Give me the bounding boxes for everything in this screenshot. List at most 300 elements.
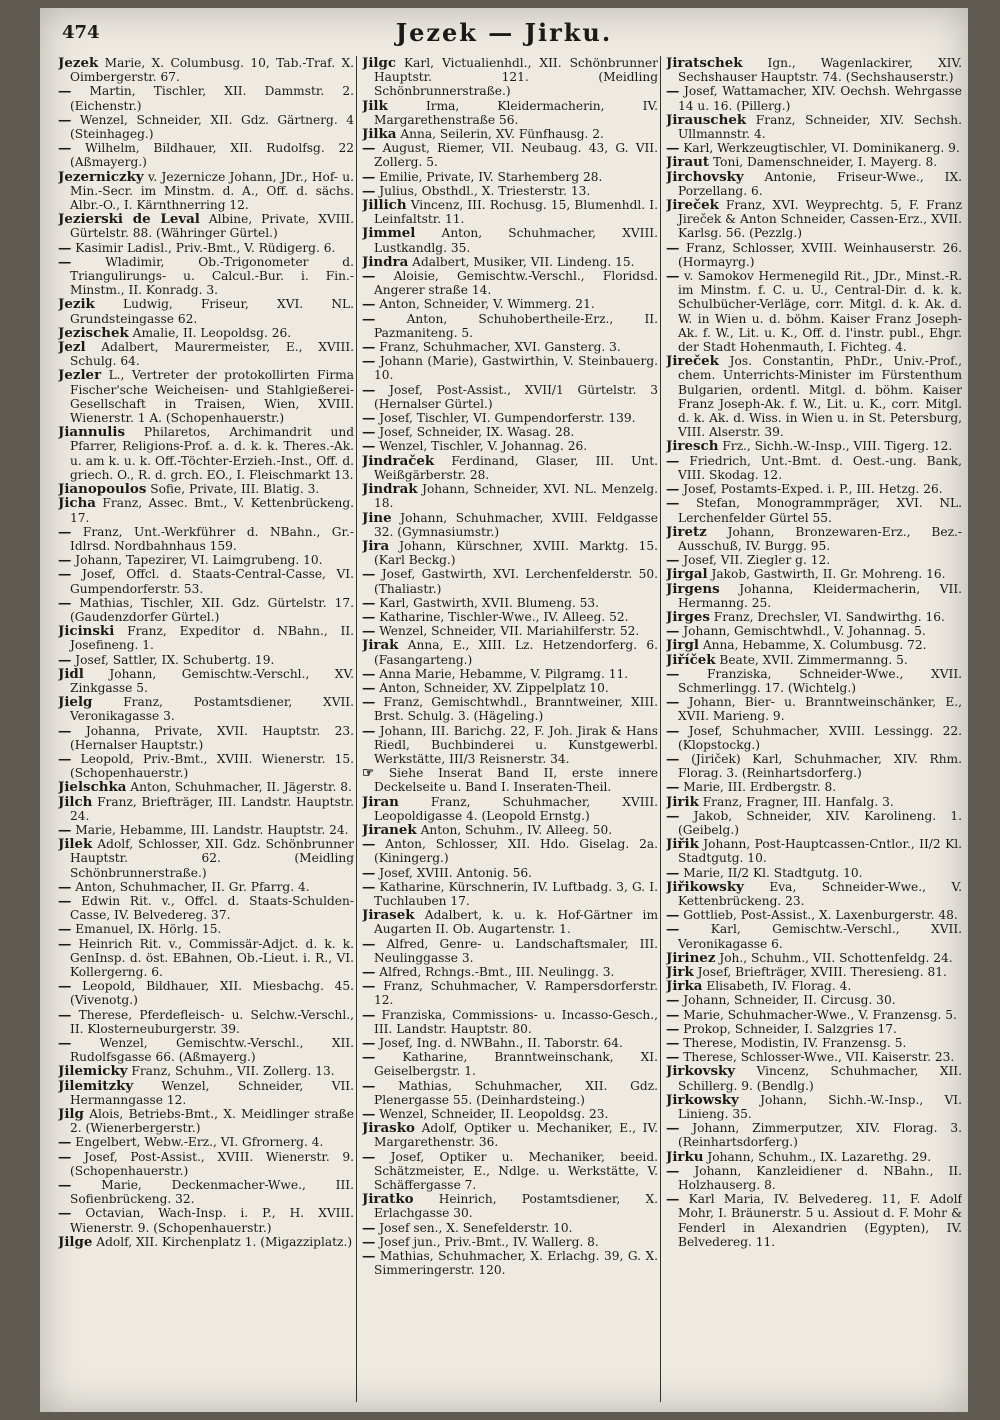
entry-text: Johann, Gemischtwhdl., V. Johannag. 5. (683, 624, 926, 639)
directory-entry (58, 1036, 354, 1064)
directory-entry (666, 84, 962, 112)
directory-entry (362, 624, 658, 638)
directory-entry (362, 866, 658, 880)
entry-text: Josef, Optiker u. Mechaniker, beeid. Schätzmeister, E., Ndlge. u. Werkstätte, V. Schäffergasse 7. (374, 1149, 658, 1193)
entry-name: Jiranek (362, 821, 417, 838)
entry-name: — (362, 438, 376, 455)
entry-name: — (362, 722, 376, 739)
directory-entry (58, 653, 354, 667)
entry-text: Johann, Kanzleidiener d. NBahn., II. Holzhauserg. 8. (678, 1163, 962, 1193)
entry-name: — (362, 381, 376, 398)
directory-entry (362, 198, 658, 226)
entry-text: Josef, Gastwirth, XVI. Lerchenfelderstr. 50. (Thaliastr.) (374, 567, 658, 596)
entry-name: Jielg (58, 694, 93, 711)
directory-entry (666, 582, 962, 610)
directory-entry (362, 1192, 658, 1220)
entry-text: Johanna, Private, XVII. Hauptstr. 23. (Hernalser Hauptstr.) (70, 723, 354, 752)
entry-name: — (362, 1148, 376, 1165)
entry-text: Eva, Schneider-Wwe., V. Kettenbrückeng. 23. (678, 879, 962, 908)
entry-name: — (666, 452, 680, 469)
entry-text: Franz, Fragner, III. Hanfalg. 3. (702, 794, 894, 809)
directory-entry (362, 340, 658, 354)
entry-text: Octavian, Wach-Insp. i. P., H. XVIII. Wienerstr. 9. (Schopenhauerstr.) (70, 1206, 354, 1235)
directory-entry (362, 482, 658, 510)
entry-name: — (666, 665, 680, 682)
entry-text: Adalbert, Musiker, VII. Lindeng. 15. (412, 254, 635, 269)
entry-name: — (362, 1049, 376, 1066)
entry-name: Jiraut (666, 154, 710, 171)
entry-text: Emilie, Private, IV. Starhemberg 28. (379, 169, 603, 184)
directory-entry (666, 1192, 962, 1249)
entry-name: — (58, 722, 72, 739)
directory-entry (58, 752, 354, 780)
directory-entry (58, 1008, 354, 1036)
entry-name: Jezler (58, 367, 102, 384)
entry-name: — (666, 694, 680, 711)
entry-name: Jirchovsky (666, 168, 744, 185)
entry-text: Anna, Hebamme, X. Columbusg. 72. (702, 638, 927, 653)
entry-text: Mathias, Tischler, XII. Gdz. Gürtelstr. 17. (Gaudenzdorfer Gürtel.) (70, 595, 354, 624)
entry-name: Jiresch (666, 438, 719, 455)
entry-name: Jirinez (666, 949, 716, 966)
entry-text: Karl, Victualienhdl., XII. Schönbrunner Hauptstr. 121. (Meidling Schönbrunnerstraße.) (374, 56, 658, 99)
entry-text: (Jiriček) Karl, Schuhmacher, XIV. Rhm. Florag. 3. (Reinhartsdorferg.) (678, 751, 962, 781)
entry-text: v. Jezernicze Johann, JDr., Hof- u. Min.-Secr. im Minstm. d. A., Off. d. sächs. Albr.-O., I. Kärnthnerring 12. (70, 169, 354, 213)
page-header (62, 16, 946, 56)
entry-name: Jilemicky (58, 1063, 128, 1080)
entry-name: Jirk (666, 964, 694, 980)
entry-name: Jiratschek (666, 56, 743, 71)
entry-name: — (58, 523, 72, 540)
column-divider (660, 56, 661, 1402)
directory-entry (58, 368, 354, 425)
directory-entry (666, 141, 962, 155)
entry-text: Johann, Zimmerputzer, XIV. Florag. 3. (Reinhartsdorferg.) (678, 1121, 962, 1150)
directory-entry (666, 653, 962, 667)
directory-entry (362, 1221, 658, 1235)
entry-name: Jirku (666, 1148, 704, 1165)
entry-name: — (666, 992, 680, 1009)
directory-entry (58, 212, 354, 240)
entry-name: Jindraček (362, 452, 435, 469)
entry-name: — (666, 481, 680, 498)
entry-name: — (362, 694, 376, 711)
directory-entry (58, 724, 354, 752)
directory-entry (362, 312, 658, 340)
entry-name: — (362, 1035, 376, 1052)
entry-name: — (362, 353, 376, 370)
directory-entry (362, 383, 658, 411)
directory-entry (362, 269, 658, 297)
entry-name: Jiřik (666, 836, 699, 853)
entry-text: Beate, XVII. Zimmermanng. 5. (719, 652, 908, 667)
entry-text: Sofie, Private, III. Blatig. 3. (150, 482, 320, 497)
entry-text: Joh., Schuhm., VII. Schottenfeldg. 24. (719, 950, 953, 965)
entry-name: — (58, 878, 72, 895)
entry-name: Jiratko (362, 1191, 414, 1208)
entry-text: L., Vertreter der protokollirten Firma Fischer'sche Weicheisen- und Stahlgießerei-Gesellschaft in Traisen, Wien, XVIII. Wienerstr. 1 A. (Schopenhauerstr.) (70, 368, 354, 426)
directory-entry (362, 979, 658, 1007)
entry-text: Engelbert, Webw.-Erz., VI. Gfrornerg. 4. (75, 1135, 324, 1150)
entry-text: Anton, Schlosser, XII. Hdo. Giselag. 2a. (Kiningerg.) (374, 837, 658, 866)
entry-name: — (362, 1219, 376, 1236)
entry-name: Jezischek (58, 324, 129, 341)
entry-text: Anton, Schuhm., IV. Alleeg. 50. (420, 822, 613, 837)
entry-text: Anton, Schuhmacher, XVIII. Lustkandlg. 35. (374, 226, 658, 255)
entry-text: Franz, Schuhmacher, XVIII. Leopoldigasse 4. (Leopold Ernstg.) (374, 794, 658, 823)
entry-text: Johann, Bronzewaren-Erz., Bez.-Ausschuß, IV. Burgg. 95. (678, 524, 962, 553)
directory-entry (362, 610, 658, 624)
entry-name: Jilk (362, 97, 388, 114)
entry-text: Johann, Bier- u. Branntweinschänker, E., XVII. Marieng. 9. (678, 695, 962, 724)
entry-text: Johann, Post-Hauptcassen-Cntlor., II/2 Kl. Stadtgutg. 10. (678, 837, 962, 866)
directory-entry (666, 496, 962, 524)
directory-entry (58, 695, 354, 723)
entry-name: Jiannulis (58, 424, 126, 441)
entry-name: — (362, 665, 376, 682)
directory-entry (362, 1107, 658, 1121)
entry-text: Franz, Unt.-Werkführer d. NBahn., Gr.-Idlrsd. Nordbahnhaus 159. (70, 524, 354, 553)
entry-name: — (362, 1248, 376, 1265)
directory-entry (58, 624, 354, 652)
entry-text: Anna, Seilerin, XV. Fünfhausg. 2. (400, 127, 604, 142)
entry-name: Jilek (58, 836, 93, 853)
entry-text: Josef, Sattler, IX. Schubertg. 19. (75, 652, 275, 667)
entry-name: — (58, 594, 72, 611)
entry-name: — (362, 424, 376, 441)
directory-entry (362, 1079, 658, 1107)
entry-name: — (58, 978, 72, 995)
entry-text: Alois, Betriebs-Bmt., X. Meidlinger straße 2. (Wienerbergerstr.) (70, 1107, 354, 1136)
directory-entry (362, 1050, 658, 1078)
entry-text: Franz, Schneider, XIV. Sechsh. Ullmannstr. 4. (678, 112, 962, 142)
entry-text: Wenzel, Gemischtw.-Verschl., XII. Rudolfsgasse 66. (Aßmayerg.) (70, 1036, 354, 1065)
directory-entry (666, 780, 962, 794)
entry-name: — (666, 140, 680, 157)
entry-text: August, Riemer, VII. Neubaug. 43, G. VII. Zollerg. 5. (374, 141, 658, 170)
entry-name: — (666, 623, 680, 640)
entry-text: Alfred, Genre- u. Landschaftsmaler, III. Neulinggasse 3. (374, 936, 658, 965)
entry-text: Johann, Sichh.-W.-Insp., VI. Linieng. 35. (678, 1092, 962, 1122)
entry-name: — (666, 83, 680, 100)
directory-page (40, 8, 968, 1412)
directory-entry (58, 525, 354, 553)
entry-text: Jos. Constantin, PhDr., Univ.-Prof., chem. Unterrichts-Minister im Fürstenthum Bulgarien, ordentl. Mitgl. d. böhm. Kaiser Franz Joseph-Ak. f. W., Lit. u. K., corr. Mitgl. d. k. Ak. d. Wiss. in Wien u. in St. Petersburg, VIII. Alserstr. 39. (678, 354, 962, 440)
entry-text: Marie, Hebamme, III. Landstr. Hauptstr. 24. (75, 822, 349, 837)
entry-name: — (58, 1006, 72, 1023)
entry-name: Jirkovsky (666, 1063, 736, 1080)
directory-entry (666, 1164, 962, 1192)
directory-entry (362, 567, 658, 595)
directory-entry (666, 795, 962, 809)
page-number: 474 (62, 22, 100, 43)
directory-entry (666, 439, 962, 453)
entry-text: Franz, Schuhm., VII. Zollerg. 13. (131, 1064, 335, 1079)
directory-entry (58, 141, 354, 169)
directory-entry (362, 937, 658, 965)
entry-name: — (362, 864, 376, 881)
entry-text: Johanna, Kleidermacherin, VII. Hermanng. 25. (678, 581, 962, 610)
entry-text: Emanuel, IX. Hörlg. 15. (75, 922, 222, 937)
entry-text: Josef, Postamts-Exped. i. P., III. Hetzg. 26. (683, 482, 943, 497)
entry-text: Siehe Inserat Band II, erste innere Deckelseite u. Band I. Inseraten-Theil. (374, 766, 658, 795)
directory-entry (58, 297, 354, 325)
entry-name: ☞ (362, 765, 375, 782)
entry-name: — (666, 1020, 680, 1037)
entry-name: Jilch (58, 793, 93, 810)
entry-text: Katharine, Tischler-Wwe., IV. Alleeg. 52. (379, 609, 629, 624)
entry-text: Johann, Tapezirer, VI. Laimgrubeng. 10. (75, 553, 323, 568)
entry-text: Irma, Kleidermacherin, IV. Margarethenstraße 56. (374, 98, 658, 127)
entry-text: Anton, Schuhmacher, II. Jägerstr. 8. (130, 780, 352, 795)
entry-name: Jielschka (58, 779, 127, 796)
entry-text: Johann, Kürschner, XVIII. Marktg. 15. (Karl Beckg.) (374, 538, 658, 568)
directory-entry (666, 1008, 962, 1022)
entry-name: — (362, 1106, 376, 1123)
entry-text: Kasimir Ladisl., Priv.-Bmt., V. Rüdigerg. 6. (75, 240, 336, 255)
entry-name: Jezerniczky (58, 168, 144, 185)
entry-text: Albine, Private, XVIII. Gürtelstr. 88. (Währinger Gürtel.) (70, 212, 354, 241)
directory-entry (666, 1150, 962, 1164)
entry-text: Vincenz, Schuhmacher, XII. Schillerg. 9. (Bendlg.) (678, 1064, 962, 1093)
entry-text: Marie, Deckenmacher-Wwe., III. Sofienbrückeng. 32. (70, 1178, 354, 1207)
directory-entry (666, 965, 962, 979)
entry-text: Leopold, Priv.-Bmt., XVIII. Wienerstr. 15. (Schopenhauerstr.) (70, 751, 354, 781)
entry-name: — (58, 1177, 72, 1194)
directory-column-2 (362, 56, 658, 1404)
entry-name: — (362, 935, 376, 952)
entry-text: Franz, Schlosser, XVIII. Weinhauserstr. 26. (Hormayrg.) (678, 240, 962, 269)
entry-name: — (362, 182, 376, 199)
entry-text: Karl, Gemischtw.-Verschl., XVII. Veronikagasse 6. (678, 922, 962, 951)
entry-text: Johann (Marie), Gastwirthin, V. Steinbauerg. 10. (374, 354, 658, 383)
directory-entry (58, 113, 354, 141)
directory-entry (362, 965, 658, 979)
entry-text: Karl, Gastwirth, XVII. Blumeng. 53. (379, 595, 600, 610)
directory-entry (58, 596, 354, 624)
entry-name: — (362, 310, 376, 327)
entry-name: — (666, 907, 680, 924)
entry-name: Jirgl (666, 637, 699, 654)
entry-name: Jirasek (362, 907, 415, 924)
directory-entry (362, 880, 658, 908)
directory-entry (362, 695, 658, 723)
entry-name: Jezik (58, 296, 95, 313)
directory-entry (58, 1206, 354, 1234)
entry-name: Jireček (666, 197, 719, 214)
entry-text: Johann, Gemischtw.-Verschl., XV. Zinkgasse 5. (70, 666, 354, 695)
directory-entry (362, 425, 658, 439)
directory-entry (362, 795, 658, 823)
entry-name: — (58, 1205, 72, 1222)
directory-entry (666, 241, 962, 269)
entry-name: — (58, 239, 72, 256)
directory-entry (362, 539, 658, 567)
entry-text: Anna, E., XIII. Lz. Hetzendorferg. 6. (Fasangarteng.) (374, 638, 658, 667)
entry-name: — (666, 1006, 680, 1023)
entry-text: Jakob, Gastwirth, II. Gr. Mohreng. 16. (711, 567, 946, 582)
entry-text: Josef, Schneider, IX. Wasag. 28. (379, 425, 575, 440)
entry-text: Philaretos, Archimandrit und Pfarrer, Religions-Prof. a. d. k. k. Theres.-Ak. u. am k. u. k. Off.-Töchter-Erzieh.-Inst., Off. d. griech. O., R. d. grch. EO., I. Fleischmarkt 13. (70, 425, 354, 482)
directory-entry (666, 113, 962, 141)
entry-name: Jicinski (58, 623, 115, 640)
directory-entry (666, 1022, 962, 1036)
entry-text: Franz, Postamtsdiener, XVII. Veronikagasse 3. (70, 695, 354, 724)
entry-text: Edwin Rit. v., Offcl. d. Staats-Schulden-Casse, IV. Belvedereg. 37. (70, 893, 354, 923)
entry-name: — (666, 1120, 680, 1137)
directory-entry (666, 155, 962, 169)
entry-name: — (362, 964, 376, 980)
directory-entry (58, 496, 354, 524)
directory-entry (666, 979, 962, 993)
directory-entry (362, 1235, 658, 1249)
directory-entry (58, 937, 354, 980)
directory-entry (666, 198, 962, 241)
entry-name: Jiran (362, 793, 399, 810)
directory-entry (58, 1064, 354, 1078)
entry-text: Gottlieb, Post-Assist., X. Laxenburgerstr. 48. (683, 908, 958, 923)
entry-name: Jilge (58, 1233, 93, 1250)
entry-text: Heinrich Rit. v., Commissär-Adjct. d. k. k. GenInsp. d. öst. EBahnen, Ob.-Lieut. i. R., VI. Kollergerng. 6. (70, 936, 354, 979)
directory-entry (58, 56, 354, 84)
directory-entry (362, 908, 658, 936)
entry-name: — (666, 1162, 680, 1179)
entry-text: Ferdinand, Glaser, III. Unt. Weißgärberstr. 28. (374, 453, 658, 482)
entry-name: — (362, 978, 376, 995)
page-title: Jezek — Jirku. (395, 18, 613, 47)
entry-text: Franz, Expeditor d. NBahn., II. Josefineng. 1. (70, 624, 354, 653)
entry-name: Jidl (58, 665, 84, 682)
entry-name: — (58, 1148, 72, 1165)
entry-name: — (666, 552, 680, 569)
entry-text: Wenzel, Schneider, XII. Gdz. Gärtnerg. 4 (Steinhageg.) (70, 112, 354, 142)
directory-entry (58, 780, 354, 794)
entry-name: Jilka (362, 126, 397, 143)
entry-name: — (362, 1233, 376, 1250)
entry-name: — (362, 410, 376, 427)
entry-text: Stefan, Monogrammpräger, XVI. NL. Lerchenfelder Gürtel 55. (678, 496, 962, 525)
directory-entry (666, 1093, 962, 1121)
directory-entry (362, 127, 658, 141)
entry-name: — (666, 779, 680, 796)
directory-column-1 (58, 56, 354, 1404)
directory-entry (666, 922, 962, 950)
entry-text: Marie, Schuhmacher-Wwe., V. Franzensg. 5. (683, 1007, 957, 1022)
entry-name: — (362, 608, 376, 625)
directory-entry (666, 837, 962, 865)
directory-entry (666, 56, 962, 84)
directory-entry (362, 511, 658, 539)
directory-entry (362, 766, 658, 794)
directory-entry (362, 1036, 658, 1050)
entry-text: Josef, Ing. d. NWBahn., II. Taborstr. 64. (379, 1036, 623, 1051)
entry-text: Anton, Schneider, XV. Zippelplatz 10. (379, 680, 609, 695)
directory-entry (666, 1064, 962, 1092)
directory-column-3 (666, 56, 962, 1404)
directory-entry (362, 439, 658, 453)
entry-text: Anna Marie, Hebamme, V. Pilgramg. 11. (379, 666, 629, 681)
directory-entry (362, 255, 658, 269)
entry-text: Anton, Schuhobertheile-Erz., II. Pazmaniteng. 5. (374, 311, 658, 340)
entry-name: — (58, 140, 72, 157)
entry-name: — (58, 1134, 72, 1151)
entry-name: — (666, 921, 680, 938)
entry-text: Mathias, Schuhmacher, XII. Gdz. Plenergasse 55. (Deinhardsteing.) (374, 1078, 658, 1107)
entry-text: Wenzel, Schneider, II. Leopoldsg. 23. (379, 1107, 609, 1122)
directory-entry (362, 226, 658, 254)
column-divider (356, 56, 357, 1402)
directory-entry (58, 340, 354, 368)
directory-entry (58, 553, 354, 567)
entry-text: Wilhelm, Bildhauer, XII. Rudolfsg. 22 (Aßmayerg.) (70, 141, 354, 170)
directory-entry (666, 1121, 962, 1149)
directory-entry (666, 809, 962, 837)
entry-name: — (666, 1035, 680, 1052)
entry-text: Josef, Tischler, VI. Gumpendorferstr. 139. (379, 411, 636, 426)
directory-entry (666, 880, 962, 908)
entry-text: Franz, Schuhmacher, V. Rampersdorferstr. 12. (374, 979, 658, 1008)
entry-name: — (362, 268, 376, 285)
directory-entry (362, 1121, 658, 1149)
entry-text: Leopold, Bildhauer, XII. Miesbachg. 45. (Vivenotg.) (70, 979, 354, 1008)
entry-name: — (362, 836, 376, 853)
entry-text: Wenzel, Schneider, VII. Hermanngasse 12. (70, 1078, 354, 1107)
directory-entry (58, 979, 354, 1007)
entry-text: Franz, Briefträger, III. Landstr. Hauptstr. 24. (70, 794, 354, 823)
entry-text: Josef, XVIII. Antonig. 56. (379, 865, 533, 880)
directory-entry (666, 695, 962, 723)
directory-entry (362, 56, 658, 99)
entry-text: Heinrich, Postamtsdiener, X. Erlachgasse 30. (374, 1192, 658, 1221)
directory-entry (362, 681, 658, 695)
directory-entry (58, 667, 354, 695)
entry-name: Jirak (362, 637, 399, 654)
entry-name: Jirgal (666, 566, 708, 583)
entry-name: — (666, 1049, 680, 1066)
entry-text: Josef, Post-Assist., XVIII. Wienerstr. 9. (Schopenhauerstr.) (70, 1149, 354, 1178)
directory-entry (362, 1008, 658, 1036)
directory-entry (666, 482, 962, 496)
directory-entry (362, 184, 658, 198)
entry-name: — (58, 552, 72, 569)
entry-text: Wenzel, Tischler, V. Johannag. 26. (379, 439, 588, 454)
entry-text: Mathias, Schuhmacher, X. Erlachg. 39, G. X. Simmeringerstr. 120. (374, 1249, 658, 1278)
entry-name: Jirasko (362, 1120, 415, 1137)
directory-entry (666, 525, 962, 553)
entry-text: Johann, III. Barichg. 22, F. Joh. Jirak & Hans Riedl, Buchbinderei u. Kunstgewerbl. Werkstätte, III/3 Reisnerstr. 34. (374, 723, 658, 766)
directory-entry (666, 170, 962, 198)
entry-name: Jindra (362, 253, 409, 270)
directory-entry (362, 297, 658, 311)
directory-entry (666, 567, 962, 581)
entry-text: Julius, Obsthdl., X. Triesterstr. 13. (379, 183, 591, 198)
entry-name: — (666, 807, 680, 824)
entry-name: Jezierski de Leval (58, 211, 200, 228)
entry-text: Elisabeth, IV. Florag. 4. (706, 979, 852, 994)
entry-name: — (362, 679, 376, 696)
directory-entry (362, 667, 658, 681)
entry-name: — (58, 253, 72, 270)
entry-text: Josef, Wattamacher, XIV. Oechsh. Wehrgasse 14 u. 16. (Pillerg.) (678, 84, 962, 113)
entry-text: Franziska, Commissions- u. Incasso-Gesch., III. Landstr. Hauptstr. 80. (374, 1007, 658, 1036)
entry-text: Vincenz, III. Rochusg. 15, Blumenhdl. I. Leinfaltstr. 11. (374, 198, 658, 227)
directory-entry (58, 241, 354, 255)
directory-entry (58, 326, 354, 340)
entry-name: Jirka (666, 978, 703, 995)
directory-entry (362, 411, 658, 425)
entry-text: Josef, Briefträger, XVIII. Theresieng. 81. (697, 965, 947, 979)
entry-text: Katharine, Branntweinschank, XI. Geiselbergstr. 1. (374, 1050, 658, 1079)
